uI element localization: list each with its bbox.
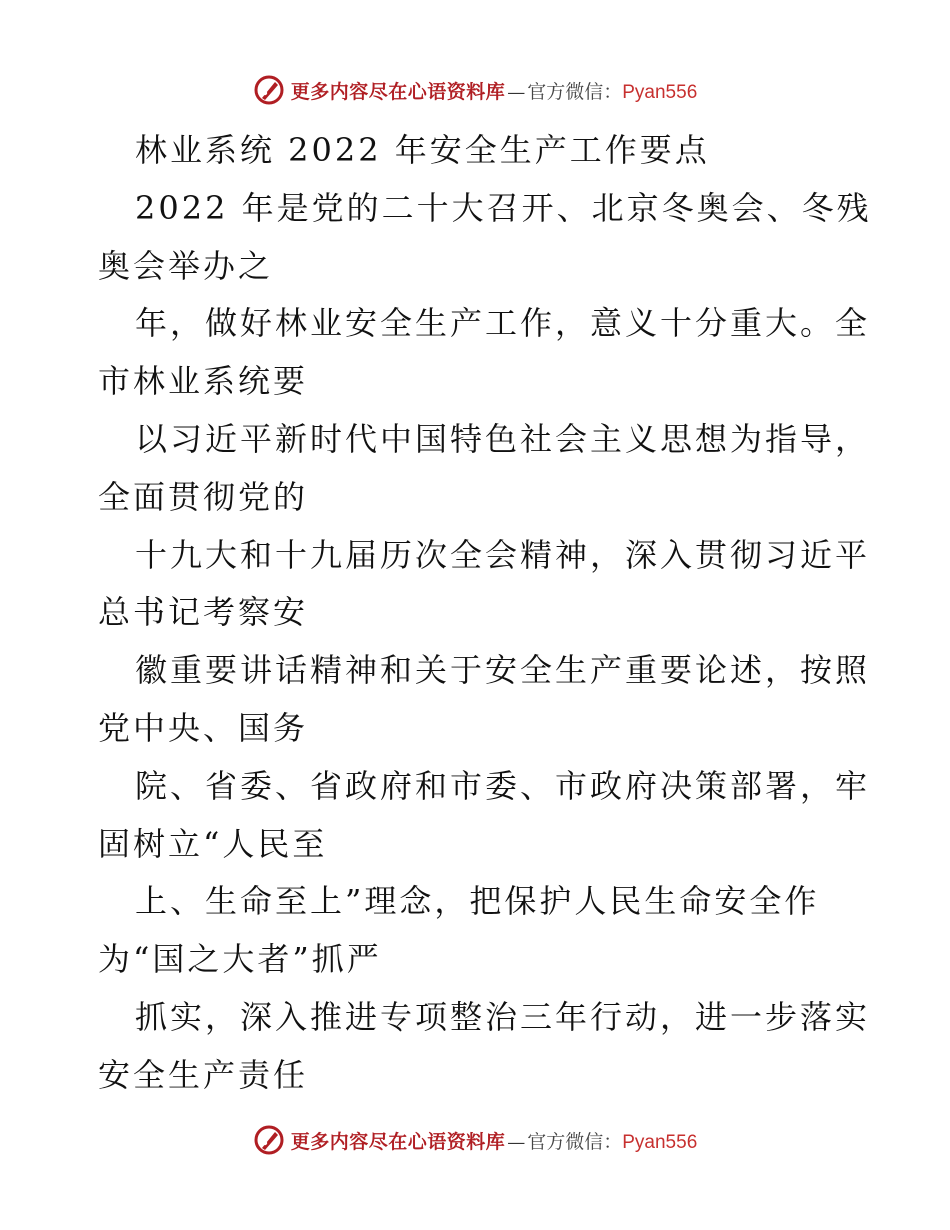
header-watermark-banner: [0, 70, 950, 110]
banner-separator: —: [507, 81, 526, 103]
document-line: 上、生命至上”理念，把保护人民生命安全作: [135, 882, 820, 921]
document-line: 以习近平新时代中国特色社会主义思想为指导，: [135, 419, 871, 458]
document-line: 奥会举办之: [98, 246, 274, 285]
banner-wechat-id: Pyan556: [622, 1131, 698, 1153]
document-body: [98, 122, 872, 1105]
banner-main-text: 更多内容尽在心语资料库: [290, 80, 506, 103]
footer-watermark-banner: [0, 1120, 950, 1160]
document-line: 党中央、国务: [98, 708, 309, 747]
document-line: 院、省委、省政府和市委、市政府决策部署，牢: [135, 766, 871, 805]
banner-wechat-id: Pyan556: [622, 81, 698, 103]
banner-wechat-label: 官方微信：: [527, 1130, 623, 1153]
document-line: 十九大和十九届历次全会精神，深入贯彻习近平: [135, 535, 871, 574]
document-line: 年，做好林业安全生产工作，意义十分重大。全: [135, 304, 871, 343]
document-line: 安全生产责任: [98, 1055, 309, 1094]
banner-wechat-label: 官方微信：: [527, 80, 623, 103]
document-line: 2022 年是党的二十大召开、北京冬奥会、冬残: [135, 188, 872, 227]
quill-logo-icon: [253, 1124, 285, 1156]
document-line: 为“国之大者”抓严: [98, 940, 382, 979]
document-line: 徽重要讲话精神和关于安全生产重要论述，按照: [135, 651, 871, 690]
document-line: 抓实，深入推进专项整治三年行动，进一步落实: [135, 997, 871, 1036]
document-line: 固树立“人民至: [98, 824, 328, 863]
document-line: 总书记考察安: [98, 593, 309, 632]
quill-logo-icon: [253, 74, 285, 106]
document-title: 林业系统 2022 年安全生产工作要点: [135, 131, 710, 169]
banner-main-text: 更多内容尽在心语资料库: [290, 1130, 506, 1153]
document-line: 全面贯彻党的: [98, 477, 309, 516]
banner-separator: —: [507, 1131, 526, 1153]
document-line: 市林业系统要: [98, 362, 309, 401]
